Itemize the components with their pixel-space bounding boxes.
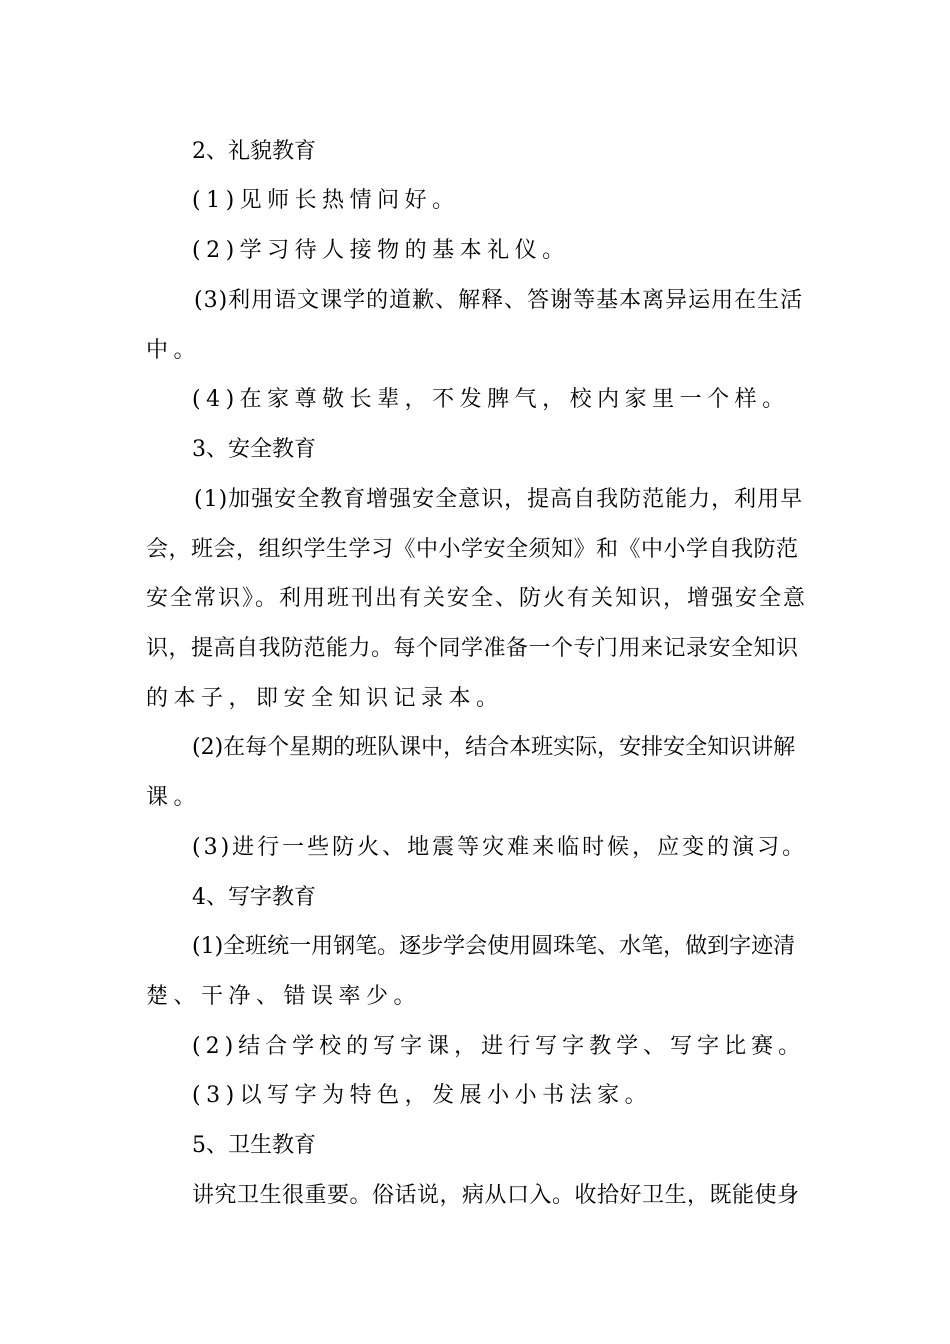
paragraph-line: (2)在每个星期的班队课中，结合本班实际，安排安全知识讲解 <box>192 735 796 760</box>
paragraph-line: (1)全班统一用钢笔。逐步学会使用圆珠笔、水笔，做到字迹清 <box>192 934 796 959</box>
paragraph-line: (3)进行一些防火、地震等灾难来临时候，应变的演习。 <box>192 835 808 860</box>
section-heading-safety: 3、安全教育 <box>192 437 316 462</box>
paragraph-line: 的本子，即安全知识记录本。 <box>146 686 504 711</box>
section-heading-hygiene: 5、卫生教育 <box>192 1133 316 1158</box>
paragraph-line: 识，提高自我防范能力。每个同学准备一个专门用来记录安全知识 <box>146 636 799 661</box>
section-heading-courtesy: 2、礼貌教育 <box>192 139 316 164</box>
paragraph-line: 讲究卫生很重要。俗话说，病从口入。收拾好卫生，既能使身 <box>192 1183 800 1208</box>
section-heading-writing: 4、写字教育 <box>192 885 316 910</box>
paragraph-line: (3)以写字为特色，发展小小书法家。 <box>192 1083 653 1108</box>
paragraph-line: (2)学习待人接物的基本礼仪。 <box>192 238 570 263</box>
paragraph-line: (1)加强安全教育增强安全意识，提高自我防范能力，利用早 <box>194 487 804 512</box>
paragraph-line: (1)见师长热情问好。 <box>192 188 460 213</box>
paragraph-line: (2)结合学校的写字课，进行写字教学、写字比赛。 <box>192 1034 806 1059</box>
paragraph-line: 会，班会，组织学生学习《中小学安全须知》和《中小学自我防范 <box>146 537 799 562</box>
paragraph-line: 安全常识》。利用班刊出有关安全、防火有关知识，增强安全意 <box>146 586 808 611</box>
paragraph-line: 课。 <box>146 785 202 810</box>
paragraph-line: (4)在家尊敬长辈，不发脾气，校内家里一个样。 <box>192 387 790 412</box>
paragraph-line: 中。 <box>146 338 202 363</box>
paragraph-line: 楚、干净、错误率少。 <box>146 984 422 1009</box>
paragraph-line: (3)利用语文课学的道歉、解释、答谢等基本离异运用在生活 <box>194 288 804 313</box>
